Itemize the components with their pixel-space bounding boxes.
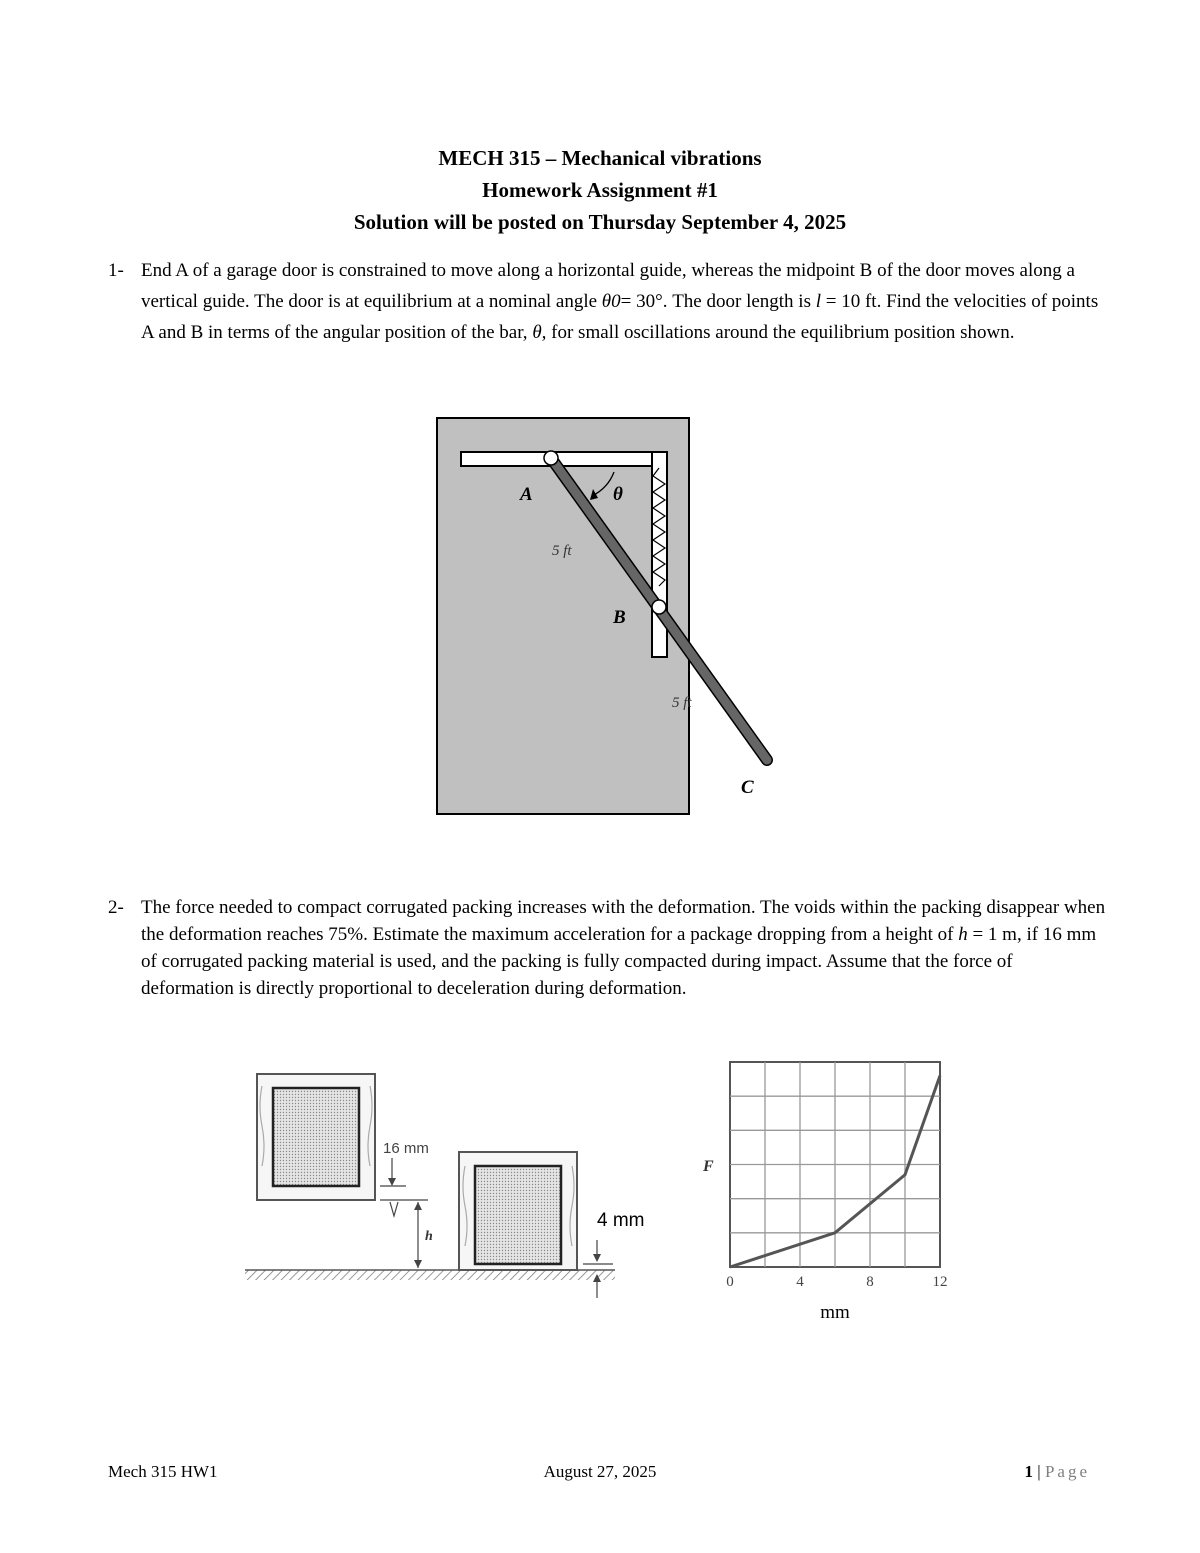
label-4mm: 4 mm bbox=[597, 1210, 645, 1231]
label-a: A bbox=[520, 484, 533, 505]
x-axis-label: mm bbox=[820, 1302, 850, 1323]
label-theta: θ bbox=[613, 484, 623, 505]
solution-notice: Solution will be posted on Thursday September 4, 2025 bbox=[353, 210, 847, 234]
page-label: Page bbox=[1044, 1462, 1090, 1481]
page-number: 1 bbox=[1024, 1462, 1034, 1481]
problem-2-text: The force needed to compact corrugated packing increases with the deformation. The voids within the packing disappear when the deformation reaches 75%. Estimate the maximum acceleration for a package dropping from a height of h = 1 m, if 16 mm of corrugated packing material is used, and the packing is fully compacted during impact. Assume that the force of deformation is directly proportional to deceleration during deformation. bbox=[141, 897, 1106, 999]
pin-a bbox=[544, 451, 558, 465]
pin-b bbox=[652, 600, 666, 614]
label-c: C bbox=[741, 777, 754, 798]
x-tick-labels bbox=[726, 1274, 947, 1290]
arrow-down-icon bbox=[593, 1254, 601, 1262]
problem-1-number: 1- bbox=[108, 260, 124, 281]
label-h: h bbox=[425, 1229, 433, 1244]
horizontal-guide bbox=[461, 452, 667, 466]
x-tick-label: 4 bbox=[796, 1274, 804, 1290]
problem-1 bbox=[108, 255, 1108, 348]
length-symbol: l bbox=[815, 291, 822, 312]
falling-package-inner bbox=[273, 1088, 359, 1186]
footer-course: Mech 315 HW1 bbox=[108, 1462, 218, 1481]
arrow-down-icon bbox=[388, 1178, 396, 1186]
problem-2 bbox=[108, 894, 1108, 1002]
footer-date: August 27, 2025 bbox=[543, 1462, 657, 1481]
course-title: MECH 315 – Mechanical vibrations bbox=[438, 146, 762, 170]
landed-package-inner bbox=[475, 1166, 561, 1264]
label-16mm: 16 mm bbox=[383, 1140, 429, 1157]
label-length-lower: 5 ft bbox=[672, 695, 692, 711]
arrow-down-icon bbox=[414, 1260, 422, 1268]
force-deformation-chart bbox=[695, 1052, 970, 1327]
y-axis-label: F bbox=[703, 1158, 714, 1175]
ground-hatch bbox=[245, 1270, 615, 1280]
label-b: B bbox=[613, 607, 626, 628]
theta0-symbol: θ0 bbox=[601, 291, 621, 312]
theta-symbol: θ, bbox=[532, 322, 547, 343]
arrow-up-icon bbox=[414, 1202, 422, 1210]
problem-1-text: End A of a garage door is constrained to move along a horizontal guide, whereas the midpoint B of the door moves along a vertical guide. The door is at equilibrium at a nominal angle θ0= 30°. The door length is l = 10 ft. Find the velocities of points A and B in terms of the angular position of the bar, θ, for small oscillations around the equilibrium position shown. bbox=[141, 260, 1099, 343]
package-drop-figure bbox=[240, 1066, 645, 1306]
garage-door-figure bbox=[430, 410, 790, 825]
label-length-upper: 5 ft bbox=[552, 543, 572, 559]
x-tick-label: 0 bbox=[726, 1274, 734, 1290]
problem-2-number: 2- bbox=[108, 897, 124, 918]
footer-page bbox=[1025, 1462, 1090, 1482]
assignment-title: Homework Assignment #1 bbox=[482, 178, 718, 202]
document-header bbox=[0, 142, 1200, 238]
x-tick-label: 12 bbox=[932, 1274, 948, 1290]
footer-separator: | bbox=[1037, 1462, 1041, 1481]
x-tick-label: 8 bbox=[866, 1274, 874, 1290]
height-symbol: h bbox=[958, 924, 968, 945]
